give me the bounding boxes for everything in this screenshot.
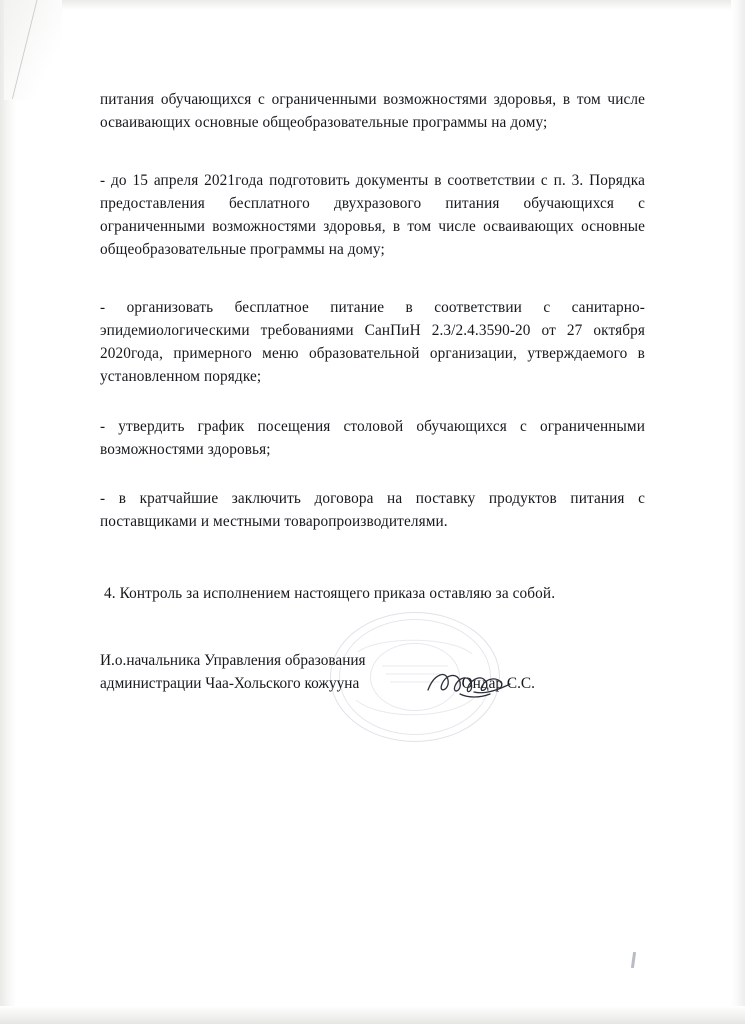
paragraph-supply-contracts: - в кратчайшие заключить договора на поставку продуктов питания с поставщиками и местными товаропроизводителями. <box>100 490 645 531</box>
document-body <box>100 88 645 605</box>
paragraph-control-clause: 4. Контроль за исполнением настоящего приказа оставляю за собой. <box>104 584 556 602</box>
scan-edge-left <box>0 0 16 1024</box>
signatory-position-line-1: И.о.начальника Управления образования <box>100 652 366 669</box>
page-corner-fold <box>38 0 82 96</box>
signatory-position-line-2: администрации Чаа-Хольского кожууна <box>100 674 360 692</box>
paragraph-continuation: питания обучающихся с ограниченными возможностями здоровья, в том числе осваивающих основные общеобразовательные программы на дому; <box>100 91 645 132</box>
scan-edge-right <box>731 0 745 1024</box>
paragraph-canteen-schedule: - утвердить график посещения столовой обучающихся с ограниченными возможностями здоровья; <box>100 417 645 458</box>
paragraph-organize-meals: - организовать бесплатное питание в соответствии с санитарно-эпидемиологическими требованиями СанПиН 2.3/2.4.3590-20 от 27 октября 2020года, примерного меню образовательной организации, утверждаемого в установленном порядке; <box>100 298 645 386</box>
paragraph-deadline-documents: - до 15 апреля 2021года подготовить документы в соответствии с п. 3. Порядка предоставления бесплатного двухразового питания обучающихся с ограниченными возможностями здоровья, в том числе осваивающих основные общеобразовательные программы на дому; <box>100 171 645 259</box>
signature-block <box>100 650 645 696</box>
scan-edge-bottom <box>0 1006 745 1024</box>
ink-speck <box>631 952 636 968</box>
scan-edge-top <box>0 0 745 10</box>
signatory-name: Ондар С.С. <box>461 674 535 692</box>
